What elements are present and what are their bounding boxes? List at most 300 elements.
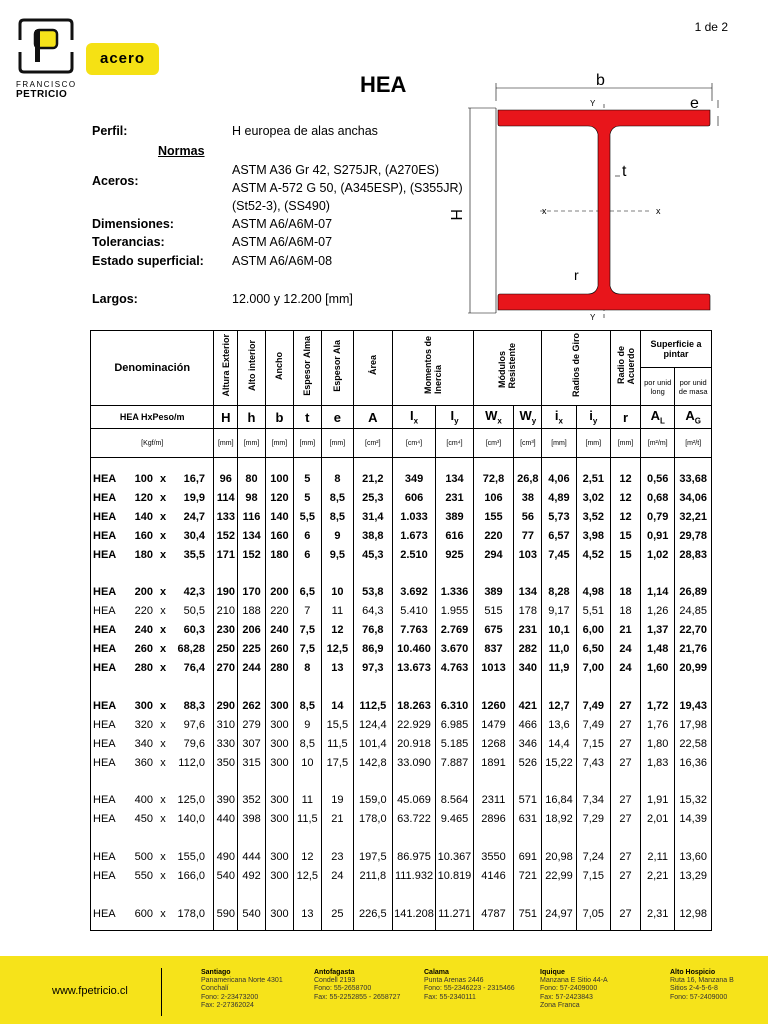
cell-Wy: 77 (521, 529, 534, 542)
row-times: x (160, 813, 166, 826)
cell-AL: 1,60 (646, 662, 669, 675)
cell-b: 260 (270, 643, 289, 656)
unit-b: [mm] (265, 429, 293, 458)
cell-e: 8,5 (329, 491, 346, 504)
row-designation (93, 848, 213, 867)
row-series: HEA (93, 718, 116, 731)
cell-Ix: 349 (404, 473, 424, 485)
row-series: HEA (93, 794, 116, 807)
cell-e: 25 (331, 907, 344, 920)
cell-A: 112,5 (359, 699, 387, 712)
row-series: HEA (93, 737, 116, 750)
cell-Iy: 389 (445, 510, 464, 523)
cell-b: 300 (270, 737, 289, 750)
cell-r: 27 (619, 756, 632, 769)
cell-A: 211,8 (359, 869, 387, 882)
cell-AG: 22,70 (679, 624, 707, 637)
column-b (265, 458, 293, 931)
row-weight: 35,5 (183, 548, 205, 561)
cell-Iy: 7.887 (440, 756, 469, 769)
cell-Wx: 1268 (481, 737, 506, 750)
symbol-ix-main: i (554, 408, 559, 424)
cell-Ix: 111.932 (394, 869, 434, 882)
cell-b: 120 (270, 491, 289, 504)
dim-b: b (596, 72, 605, 89)
cell-Wy: 231 (518, 624, 538, 637)
cell-ix: 10,1 (548, 624, 570, 637)
row-series: HEA (93, 529, 117, 542)
row-designation (93, 489, 213, 508)
row-weight: 30,4 (183, 529, 205, 542)
cell-H: 490 (216, 851, 235, 864)
cell-H: 540 (216, 869, 235, 882)
office-city: Antofagasta (314, 969, 355, 976)
cell-h: 540 (242, 907, 261, 920)
row-designation (93, 640, 213, 659)
cell-Ix: 22.929 (397, 718, 431, 731)
unit-h: [mm] (238, 429, 266, 458)
symbol-e: e (321, 406, 353, 429)
cell-Ix: 606 (404, 491, 424, 504)
cell-iy: 7,49 (582, 718, 605, 731)
cell-r: 15 (619, 548, 632, 561)
column-r (610, 458, 640, 931)
row-times: x (160, 605, 166, 618)
office-line: Fax: 57-2423843 (540, 993, 593, 1001)
row-weight: 166,0 (177, 869, 205, 882)
symbol-AL-main: A (650, 408, 660, 424)
row-designation (93, 735, 213, 754)
symbol-Iy (436, 406, 473, 429)
row-height: 200 (134, 586, 153, 599)
cell-Wx: 220 (484, 529, 503, 542)
cell-A: 64,3 (362, 605, 384, 618)
aceros-label: Aceros: (92, 174, 139, 188)
cell-b: 140 (270, 510, 289, 523)
cell-Wx: 1260 (481, 699, 506, 712)
cell-Wy: 282 (518, 643, 538, 656)
cell-b: 300 (270, 813, 289, 826)
company-name (16, 80, 77, 100)
symbol-t: t (293, 406, 321, 429)
cell-r: 27 (619, 869, 632, 882)
cell-b: 220 (270, 605, 289, 618)
cell-t: 7,5 (299, 624, 315, 637)
unit-ix: [mm] (542, 429, 576, 458)
cell-AG: 15,32 (679, 794, 707, 807)
cell-H: 133 (216, 510, 235, 523)
cell-b: 180 (270, 548, 289, 561)
symbol-iy-sub: y (592, 416, 598, 426)
cell-h: 244 (242, 662, 261, 675)
cell-Wy: 340 (518, 662, 538, 675)
cell-b: 300 (270, 869, 289, 882)
header-radio-acuerdo-2: Acuerdo (625, 347, 636, 385)
cell-e: 8 (334, 473, 341, 485)
cell-AG: 29,78 (679, 529, 707, 542)
cell-ix: 15,22 (545, 756, 573, 769)
cell-AL: 2,01 (646, 813, 669, 826)
cell-Wx: 72,8 (482, 473, 505, 485)
cell-e: 13 (331, 662, 344, 675)
cell-Wy: 178 (518, 605, 538, 618)
cell-t: 12 (301, 851, 314, 864)
cell-t: 6 (304, 529, 311, 542)
row-times: x (159, 586, 167, 599)
cell-AG: 20,99 (679, 662, 707, 675)
cell-AL: 1,14 (646, 586, 669, 599)
dim-H: H (447, 209, 464, 221)
column-ix (542, 458, 576, 931)
row-height: 120 (134, 491, 153, 504)
office-santiago (201, 969, 283, 1010)
cell-Wx: 2896 (481, 813, 506, 826)
aceros-line-2: ASTM A-572 G 50, (A345ESP), (S355JR) (232, 181, 463, 195)
header-espesor-alma: Espesor Alma (302, 335, 313, 396)
row-height: 340 (134, 737, 153, 750)
company-logo (18, 18, 74, 74)
row-designation (93, 810, 213, 829)
symbol-b: b (265, 406, 293, 429)
row-series: HEA (93, 624, 117, 637)
tolerancias-label: Tolerancias: (92, 235, 165, 249)
row-weight: 88,3 (183, 699, 205, 712)
symbol-ix (542, 406, 576, 429)
symbol-Wx (473, 406, 514, 429)
office-line: Conchalí (201, 985, 229, 993)
office-city: Calama (424, 969, 449, 976)
column-Ix (392, 458, 436, 931)
office-iquique (540, 969, 608, 1010)
cell-Wy: 38 (521, 491, 534, 504)
row-height: 600 (134, 907, 153, 920)
aceros-line-3: (St52-3), (SS490) (232, 199, 330, 213)
company-name-line2: PETRICIO (16, 89, 68, 100)
cell-ix: 20,98 (545, 851, 573, 864)
cell-AL: 1,37 (646, 624, 669, 637)
cell-iy: 5,51 (582, 605, 605, 618)
cell-Ix: 5.410 (400, 605, 428, 618)
cell-h: 188 (242, 605, 261, 618)
row-designation (93, 508, 213, 527)
symbol-iy (576, 406, 610, 429)
cell-H: 250 (216, 643, 235, 656)
row-times: x (159, 699, 167, 712)
row-height: 360 (134, 756, 153, 769)
cell-H: 390 (216, 794, 235, 807)
column-AG (675, 458, 712, 931)
cell-Iy: 6.310 (440, 699, 469, 712)
symbol-Wy-main: W (519, 408, 532, 424)
cell-H: 230 (216, 624, 235, 637)
row-times: x (159, 624, 167, 637)
row-weight: 140,0 (177, 813, 205, 826)
cell-H: 310 (216, 718, 235, 731)
cell-AG: 22,58 (679, 737, 707, 750)
symbol-Wx-sub: x (497, 416, 502, 426)
cell-A: 159,0 (359, 794, 387, 807)
symbol-Wy (514, 406, 542, 429)
cell-iy: 7,05 (582, 907, 605, 920)
cell-b: 300 (270, 699, 289, 712)
row-designation (93, 867, 213, 886)
cell-iy: 4,52 (582, 548, 605, 561)
row-series: HEA (93, 586, 117, 599)
unit-t: [mm] (293, 429, 321, 458)
cell-AG: 14,39 (679, 813, 707, 826)
cell-Iy: 9.465 (440, 813, 469, 826)
row-designation (93, 583, 213, 602)
row-height: 320 (134, 718, 153, 731)
cell-AG: 21,76 (679, 643, 707, 656)
cell-AG: 26,89 (679, 586, 707, 599)
cell-ix: 22,99 (545, 869, 573, 882)
cell-b: 100 (270, 473, 289, 485)
cell-t: 11,5 (297, 813, 318, 826)
cell-e: 10 (331, 586, 344, 599)
cell-Ix: 45.069 (397, 794, 431, 807)
symbol-A: A (353, 406, 392, 429)
header-por-unid-long: por unid long (641, 368, 675, 406)
unit-Wy: [cm³] (514, 429, 542, 458)
footer-website-link[interactable]: www.fpetricio.cl (52, 985, 128, 997)
column-e (321, 458, 353, 931)
cell-H: 350 (216, 756, 235, 769)
cell-r: 18 (619, 586, 632, 599)
row-designation (93, 905, 213, 924)
row-designation (93, 697, 213, 716)
row-height: 500 (134, 851, 153, 864)
cell-Iy: 231 (445, 491, 464, 504)
row-times: x (160, 756, 166, 769)
cell-r: 27 (619, 813, 632, 826)
cell-AG: 17,98 (679, 718, 707, 731)
cell-iy: 7,43 (582, 756, 605, 769)
cell-Ix: 3.692 (400, 586, 428, 599)
cell-AL: 1,91 (646, 794, 669, 807)
cell-A: 86,9 (362, 643, 384, 656)
row-weight: 24,7 (183, 510, 205, 523)
cell-A: 124,4 (359, 718, 387, 731)
aceros-line-1: ASTM A36 Gr 42, S275JR, (A270ES) (232, 163, 440, 177)
cell-b: 160 (270, 529, 289, 542)
cell-iy: 7,34 (582, 794, 605, 807)
cell-r: 27 (619, 907, 632, 920)
cell-ix: 13,6 (548, 718, 570, 731)
cell-Ix: 18.263 (397, 699, 431, 712)
cell-AG: 19,43 (679, 699, 707, 712)
cell-Wy: 134 (518, 586, 538, 599)
cell-Ix: 2.510 (400, 548, 428, 561)
row-series: HEA (93, 643, 117, 656)
row-times: x (160, 851, 166, 864)
cell-iy: 6,50 (582, 643, 605, 656)
row-times: x (159, 662, 167, 675)
cell-h: 444 (242, 851, 261, 864)
largos-value: 12.000 y 12.200 [mm] (232, 292, 353, 306)
cell-t: 9 (304, 718, 311, 731)
cell-e: 11 (331, 605, 344, 618)
cell-AL: 1,02 (646, 548, 669, 561)
symbol-h: h (238, 406, 266, 429)
cell-AG: 16,36 (679, 756, 707, 769)
cell-Wy: 466 (518, 718, 538, 731)
cell-r: 27 (619, 794, 632, 807)
row-series: HEA (93, 699, 117, 712)
cell-ix: 8,28 (548, 586, 570, 599)
unit-AG: [m²/t] (675, 429, 712, 458)
cell-Wy: 56 (521, 510, 534, 523)
cell-ix: 24,97 (545, 907, 573, 920)
row-weight: 79,6 (183, 737, 205, 750)
symbol-AG (675, 406, 712, 429)
axis-y-bottom: Y (590, 313, 596, 322)
estado-value: ASTM A6/A6M-08 (232, 254, 333, 268)
axis-x-left: x (542, 206, 547, 216)
cell-H: 171 (216, 548, 235, 561)
row-weight: 19,9 (183, 491, 205, 504)
cell-iy: 7,15 (582, 737, 605, 750)
cell-AL: 0,91 (646, 529, 669, 542)
unit-Wx: [cm³] (473, 429, 514, 458)
cell-e: 12 (331, 624, 344, 637)
cell-b: 300 (270, 907, 289, 920)
cell-ix: 18,92 (545, 813, 573, 826)
cell-r: 12 (619, 491, 632, 504)
dim-t: t (622, 163, 627, 180)
symbol-Wy-sub: y (531, 416, 537, 426)
cell-AL: 1,83 (646, 756, 669, 769)
largos-label: Largos: (92, 292, 138, 306)
cell-H: 590 (216, 907, 235, 920)
row-designation (93, 754, 213, 773)
cell-r: 27 (619, 737, 632, 750)
office-line: Ruta 16, Manzana B (670, 977, 734, 985)
cell-Ix: 63.722 (397, 813, 431, 826)
row-height: 240 (134, 624, 153, 637)
row-series: HEA (93, 510, 117, 523)
symbol-iy-main: i (589, 408, 593, 424)
cell-e: 12,5 (326, 643, 349, 656)
dim-r: r (574, 267, 579, 283)
unit-Ix: [cm⁴] (392, 429, 436, 458)
row-times: x (160, 907, 166, 920)
cell-Iy: 616 (445, 529, 464, 542)
cell-h: 352 (242, 794, 261, 807)
cell-Iy: 5.185 (440, 737, 469, 750)
cell-r: 15 (619, 529, 632, 542)
cell-Iy: 1.336 (440, 586, 469, 599)
cell-ix: 4,06 (548, 473, 570, 485)
row-series: HEA (93, 491, 117, 504)
cell-A: 25,3 (362, 491, 384, 504)
cell-b: 300 (270, 718, 289, 731)
cell-Ix: 1.033 (400, 510, 428, 523)
cell-e: 21 (331, 813, 344, 826)
office-line: Fax: 55-2252855 - 2658727 (314, 993, 401, 1001)
cell-iy: 2,51 (582, 473, 605, 485)
symbol-Wx-main: W (485, 408, 498, 424)
cell-iy: 7,49 (582, 699, 605, 712)
cell-h: 116 (242, 510, 261, 523)
office-line: Condell 2193 (314, 977, 356, 985)
cell-e: 11,5 (327, 737, 348, 750)
cell-e: 17,5 (326, 756, 349, 769)
cell-Iy: 134 (445, 473, 464, 485)
cell-b: 300 (270, 756, 289, 769)
office-line: Fono: 2-23473200 (201, 993, 259, 1001)
cell-Wy: 26,8 (517, 473, 539, 485)
cell-Wy: 751 (518, 907, 538, 920)
cell-Ix: 20.918 (397, 737, 431, 750)
company-name-line1: FRANCISCO (16, 80, 77, 89)
cell-Wx: 1479 (481, 718, 506, 731)
cell-t: 6,5 (299, 586, 315, 599)
cell-Wy: 421 (518, 699, 538, 712)
cell-ix: 14,4 (548, 737, 570, 750)
office-city: Santiago (201, 969, 231, 976)
cell-t: 10 (301, 756, 314, 769)
cell-Wy: 631 (518, 813, 538, 826)
cell-iy: 7,15 (582, 869, 605, 882)
cell-Wx: 389 (484, 586, 503, 599)
cell-Ix: 13.673 (397, 662, 431, 675)
unit-den: [Kgf/m] (91, 429, 214, 458)
cell-Wx: 837 (484, 643, 503, 656)
cell-ix: 6,57 (548, 529, 570, 542)
header-modulos-1: Módulos (497, 351, 508, 389)
cell-iy: 3,02 (582, 491, 605, 504)
row-times: x (159, 510, 167, 523)
cell-Wx: 1013 (481, 662, 506, 675)
cell-b: 240 (270, 624, 289, 637)
row-times: x (159, 529, 167, 542)
unit-Iy: [cm⁴] (436, 429, 473, 458)
cell-e: 14 (331, 699, 344, 712)
unit-H: [mm] (214, 429, 238, 458)
cell-b: 200 (270, 586, 289, 599)
cell-t: 13 (301, 907, 314, 920)
cell-h: 98 (245, 491, 258, 504)
axis-y-top: Y (590, 99, 596, 108)
office-line: Punta Arenas 2446 (424, 977, 484, 985)
dim-e: e (690, 95, 699, 112)
row-series: HEA (93, 756, 116, 769)
header-area: Área (367, 355, 378, 376)
cell-Iy: 6.985 (440, 718, 469, 731)
row-times: x (160, 869, 166, 882)
unit-r: [mm] (610, 429, 640, 458)
cell-h: 170 (242, 586, 261, 599)
cell-H: 330 (216, 737, 235, 750)
row-times: x (159, 473, 167, 485)
cell-Wx: 4146 (481, 869, 506, 882)
column-AL (641, 458, 675, 931)
row-weight: 112,0 (178, 756, 205, 769)
cell-H: 114 (216, 491, 235, 504)
row-designation (93, 659, 213, 678)
row-weight: 16,7 (183, 473, 205, 485)
column-A (353, 458, 392, 931)
cell-e: 24 (331, 869, 344, 882)
symbol-Iy-sub: y (454, 416, 459, 426)
symbol-Ix-main: I (409, 408, 414, 424)
column-iy (576, 458, 610, 931)
cell-t: 7 (304, 605, 311, 618)
symbol-Ix-sub: x (413, 416, 419, 426)
office-city: Iquique (540, 969, 565, 976)
tolerancias-value: ASTM A6/A6M-07 (232, 235, 333, 249)
